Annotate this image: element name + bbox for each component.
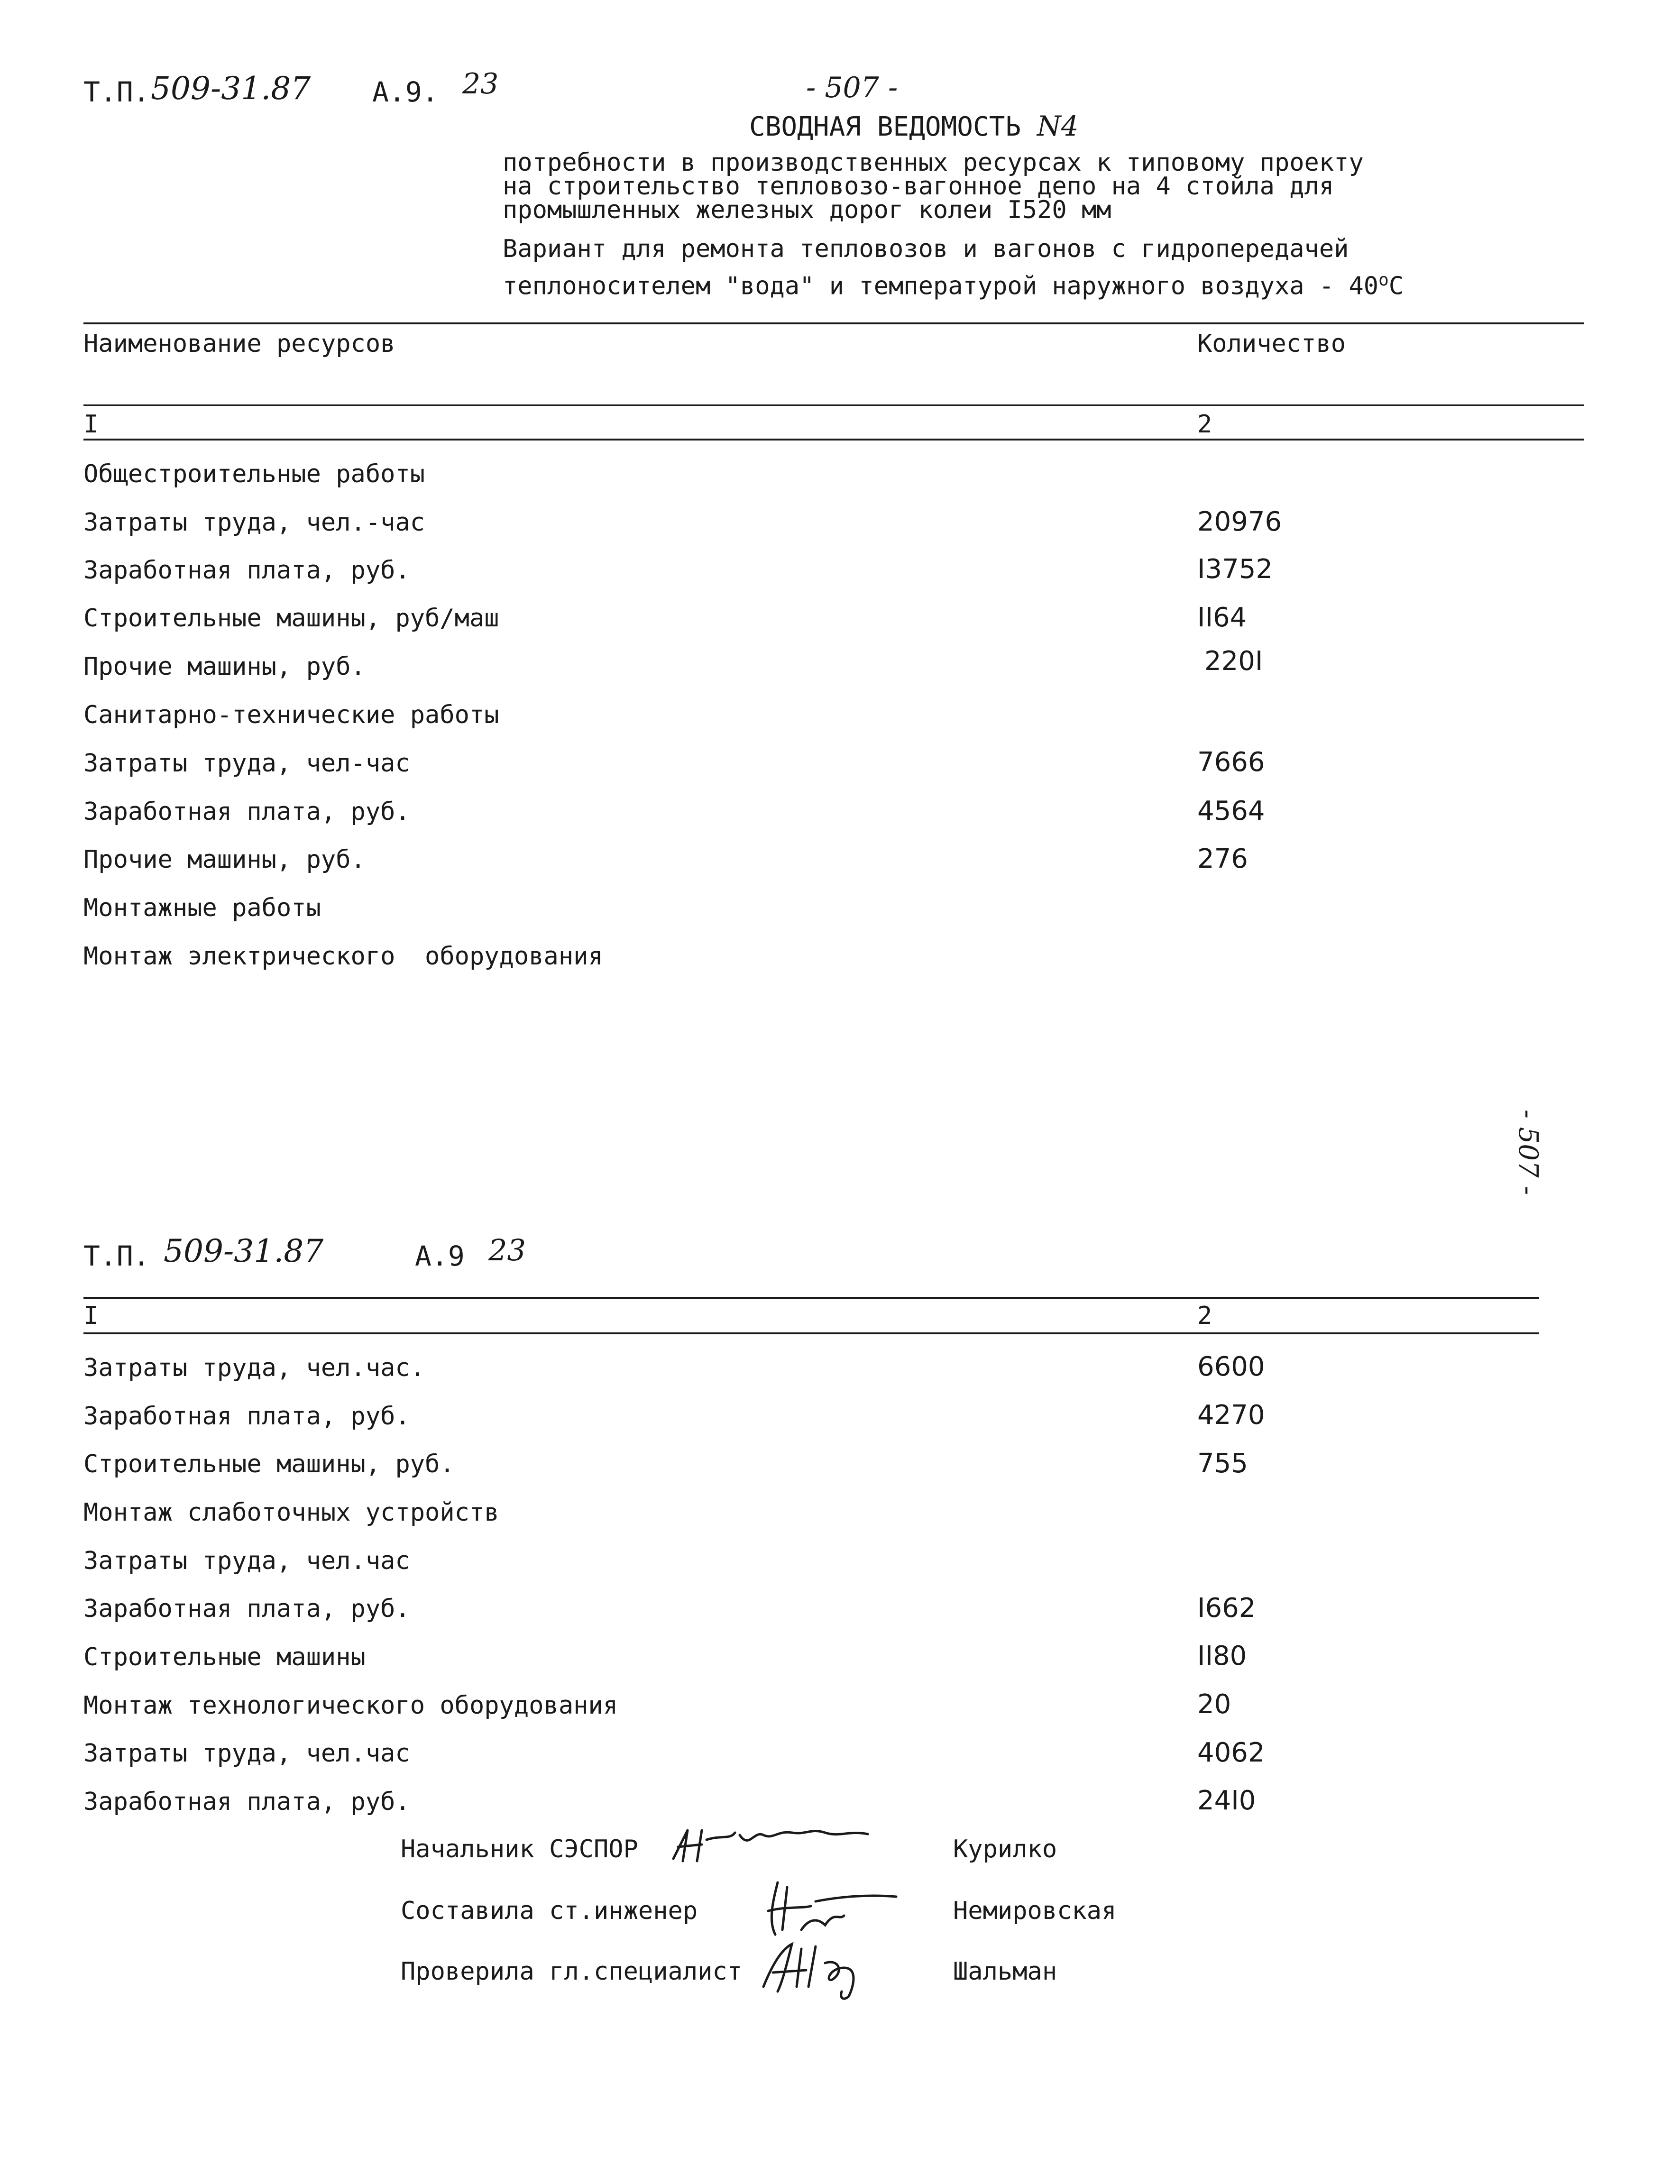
degree-sign: o: [1378, 270, 1389, 290]
table2-row-value: 4062: [1197, 1737, 1265, 1768]
album-number-2: 23: [488, 1233, 526, 1267]
table1-row-name: Монтажные работы: [83, 894, 321, 922]
table2-row-value: 24I0: [1197, 1785, 1256, 1816]
table1-col2-header: Количество: [1197, 330, 1346, 358]
table2-row-value: 755: [1197, 1448, 1248, 1479]
signature-name: Курилко: [953, 1835, 1057, 1863]
signature-role: Составила ст.инженер: [401, 1897, 698, 1925]
album-label-2: А.9: [415, 1240, 465, 1272]
table2-row-value: 4270: [1197, 1400, 1265, 1431]
table1-row-name: Прочие машины, руб.: [83, 845, 366, 874]
table2-col1-number: I: [83, 1302, 99, 1330]
signature-role: Проверила гл.специалист: [401, 1957, 743, 1986]
table2-row-value: 20: [1197, 1689, 1231, 1720]
album-label: А.9.: [372, 76, 439, 108]
subtitle-line-1: потребности в производственных ресурсах к типовому проекту: [503, 148, 1364, 177]
table1-row-name: Заработная плата, руб.: [83, 798, 410, 826]
document-title: [749, 110, 1079, 142]
table2-row-name: Строительные машины: [83, 1643, 366, 1671]
title-number: N4: [1037, 110, 1079, 142]
table2-row-name: Строительные машины, руб.: [83, 1450, 455, 1478]
handwritten-signature-3: [749, 1935, 891, 2006]
table1-row-name: Санитарно-технические работы: [83, 701, 499, 729]
subtitle-line-2: на строительство тепловозо-вагонное депо на 4 стойла для: [503, 172, 1334, 201]
side-page-number: - 507 -: [1513, 1110, 1543, 1195]
table1-row-value: 7666: [1197, 747, 1265, 778]
table2-row-value: I662: [1197, 1593, 1256, 1624]
tp-label-2: Т.П.: [83, 1240, 150, 1272]
handwritten-signature-2: [759, 1873, 901, 1944]
subtitle-line-4: Вариант для ремонта тепловозов и вагонов с гидропередачей: [503, 235, 1349, 263]
table1-row-name: Затраты труда, чел-час: [83, 749, 410, 778]
subtitle-line-5-unit: С: [1388, 272, 1404, 301]
table1-number-rule: [83, 439, 1584, 440]
signature-name: Шальман: [953, 1957, 1057, 1986]
table1-top-rule: [83, 322, 1584, 324]
tp-number-2: 509-31.87: [164, 1233, 324, 1269]
table1-row-value: 4564: [1197, 796, 1265, 826]
table2-row-name: Заработная плата, руб.: [83, 1402, 410, 1431]
table2-row-value: 6600: [1197, 1351, 1265, 1382]
table1-row-name: Строительные машины, руб/маш: [83, 604, 499, 633]
table1-row-value: II64: [1197, 602, 1247, 633]
table2-row-name: Затраты труда, чел.час: [83, 1547, 410, 1575]
table1-col1-number: I: [83, 410, 99, 439]
table1-row-name: Монтаж электрического оборудования: [83, 942, 603, 971]
table1-row-name: Прочие машины, руб.: [83, 652, 366, 681]
table1-row-value: 220I: [1204, 646, 1263, 677]
table1-header-rule: [83, 404, 1584, 406]
table1-row-value: I3752: [1197, 554, 1273, 585]
table2-row-name: Монтаж технологического оборудования: [83, 1691, 618, 1720]
table2-col2-number: 2: [1197, 1302, 1212, 1330]
tp-number: 509-31.87: [151, 70, 311, 107]
table2-row-name: Заработная плата, руб.: [83, 1595, 410, 1623]
table1-row-name: Общестроительные работы: [83, 460, 425, 488]
table1-row-value: 20976: [1197, 506, 1282, 537]
table2-row-name: Затраты труда, чел.час: [83, 1739, 410, 1768]
subtitle-line-5-text: теплоносителем "вода" и температурой наружного воздуха - 40: [503, 272, 1379, 301]
table2-row-name: Заработная плата, руб.: [83, 1788, 410, 1816]
signature-name: Немировская: [953, 1897, 1117, 1925]
signature-role: Начальник СЭСПОР: [401, 1835, 638, 1863]
subtitle-line-3: промышленных железных дорог колеи I520 мм: [503, 196, 1111, 224]
table1-col2-number: 2: [1197, 410, 1212, 439]
table1-row-value: 276: [1197, 844, 1248, 874]
tp-label: Т.П.: [83, 76, 150, 108]
table2-number-rule: [83, 1332, 1539, 1334]
album-number: 23: [462, 67, 499, 101]
table1-col1-header: Наименование ресурсов: [83, 330, 395, 358]
page-number: - 507 -: [806, 71, 898, 104]
handwritten-signature-1: [669, 1821, 877, 1873]
table2-row-name: Монтаж слаботочных устройств: [83, 1498, 499, 1527]
title-text: СВОДНАЯ ВЕДОМОСТЬ: [749, 111, 1021, 142]
table2-row-value: II80: [1197, 1641, 1247, 1671]
table2-row-name: Затраты труда, чел.час.: [83, 1354, 425, 1382]
table1-row-name: Затраты труда, чел.-час: [83, 508, 425, 537]
subtitle-block: [503, 148, 1364, 224]
table2-top-rule: [83, 1297, 1539, 1299]
subtitle-line-5: [503, 270, 1404, 300]
table1-row-name: Заработная плата, руб.: [83, 556, 410, 585]
